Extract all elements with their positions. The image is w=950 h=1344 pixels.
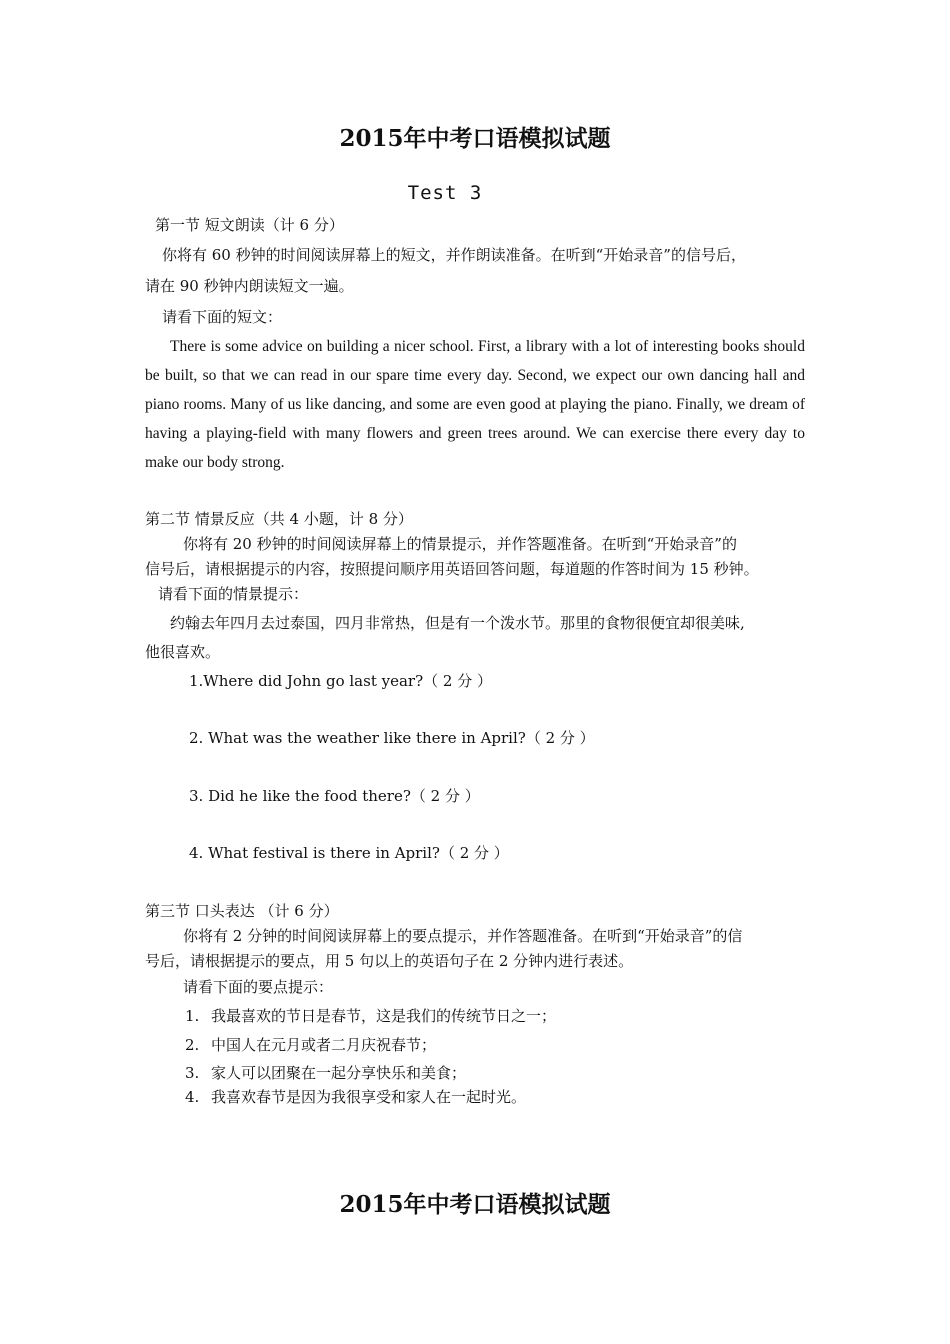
point-number: 2. — [185, 1036, 200, 1054]
section3-look-prompt: 请看下面的要点提示： — [183, 978, 334, 996]
reading-passage: There is some advice on building a nicer school. First, a library with a lot of interesting books should be built, so that we can read in our spare time every day. Second, we expect our own dancing hall and piano rooms. Many of us like dancing, and some are even good at playing the piano. Finally, we dream of having a playing-field with many flowers and green trees around. We can exercise there every day to make our body strong. — [145, 338, 805, 471]
point-number: 3. — [185, 1064, 200, 1082]
section1-instruction-line1: 你将有 60 秒钟的时间阅读屏幕上的短文，并作朗读准备。在听到“开始录音”的信号后， — [162, 246, 746, 264]
point-text: 我喜欢春节是因为我很享受和家人在一起时光。 — [211, 1088, 527, 1106]
question-item: 4. What festival is there in April?（ 2 分 ） — [189, 844, 509, 862]
next-page-title: 2015年中考口语模拟试题 — [339, 1191, 611, 1218]
section3-heading: 第三节 口头表达 （计 6 分） — [145, 902, 339, 920]
question-item: 2. What was the weather like there in April?（ 2 分 ） — [189, 729, 595, 747]
point-item — [185, 1035, 436, 1055]
section2-look-prompt: 请看下面的情景提示： — [158, 585, 309, 603]
point-text: 我最喜欢的节日是春节，这是我们的传统节日之一； — [211, 1007, 557, 1025]
section3-instruction-line2: 号后，请根据提示的要点，用 5 句以上的英语句子在 2 分钟内进行表述。 — [145, 952, 634, 970]
point-number: 1. — [185, 1007, 200, 1025]
point-text: 中国人在元月或者二月庆祝春节； — [211, 1036, 437, 1054]
page-title: 2015年中考口语模拟试题 — [339, 125, 611, 152]
section2-instruction-line1: 你将有 20 秒钟的时间阅读屏幕上的情景提示，并作答题准备。在听到“开始录音”的 — [183, 535, 737, 553]
section2-heading: 第二节 情景反应（共 4 小题，计 8 分） — [145, 510, 413, 528]
section2-instruction-line2: 信号后，请根据提示的内容，按照提问顺序用英语回答问题，每道题的作答时间为 15 秒钟。 — [145, 560, 759, 578]
point-item — [185, 1087, 526, 1107]
section1-look-prompt: 请看下面的短文： — [162, 308, 283, 326]
test-label: Test 3 — [407, 182, 483, 204]
section1-instruction-line2: 请在 90 秒钟内朗读短文一遍。 — [145, 277, 354, 295]
point-text: 家人可以团聚在一起分享快乐和美食； — [211, 1064, 467, 1082]
scene-text-line1: 约翰去年四月去过泰国，四月非常热，但是有一个泼水节。那里的食物很便宜却很美味, — [170, 614, 745, 632]
point-number: 4. — [185, 1088, 200, 1106]
section3-instruction-line1: 你将有 2 分钟的时间阅读屏幕上的要点提示，并作答题准备。在听到“开始录音”的信 — [183, 927, 743, 945]
section1-heading: 第一节 短文朗读（计 6 分） — [155, 216, 344, 234]
scene-text-line2: 他很喜欢。 — [145, 643, 221, 661]
point-item — [185, 1006, 556, 1026]
question-item: 1.Where did John go last year?（ 2 分 ） — [189, 672, 492, 690]
point-item — [185, 1063, 466, 1083]
question-item: 3. Did he like the food there?（ 2 分 ） — [189, 787, 480, 805]
